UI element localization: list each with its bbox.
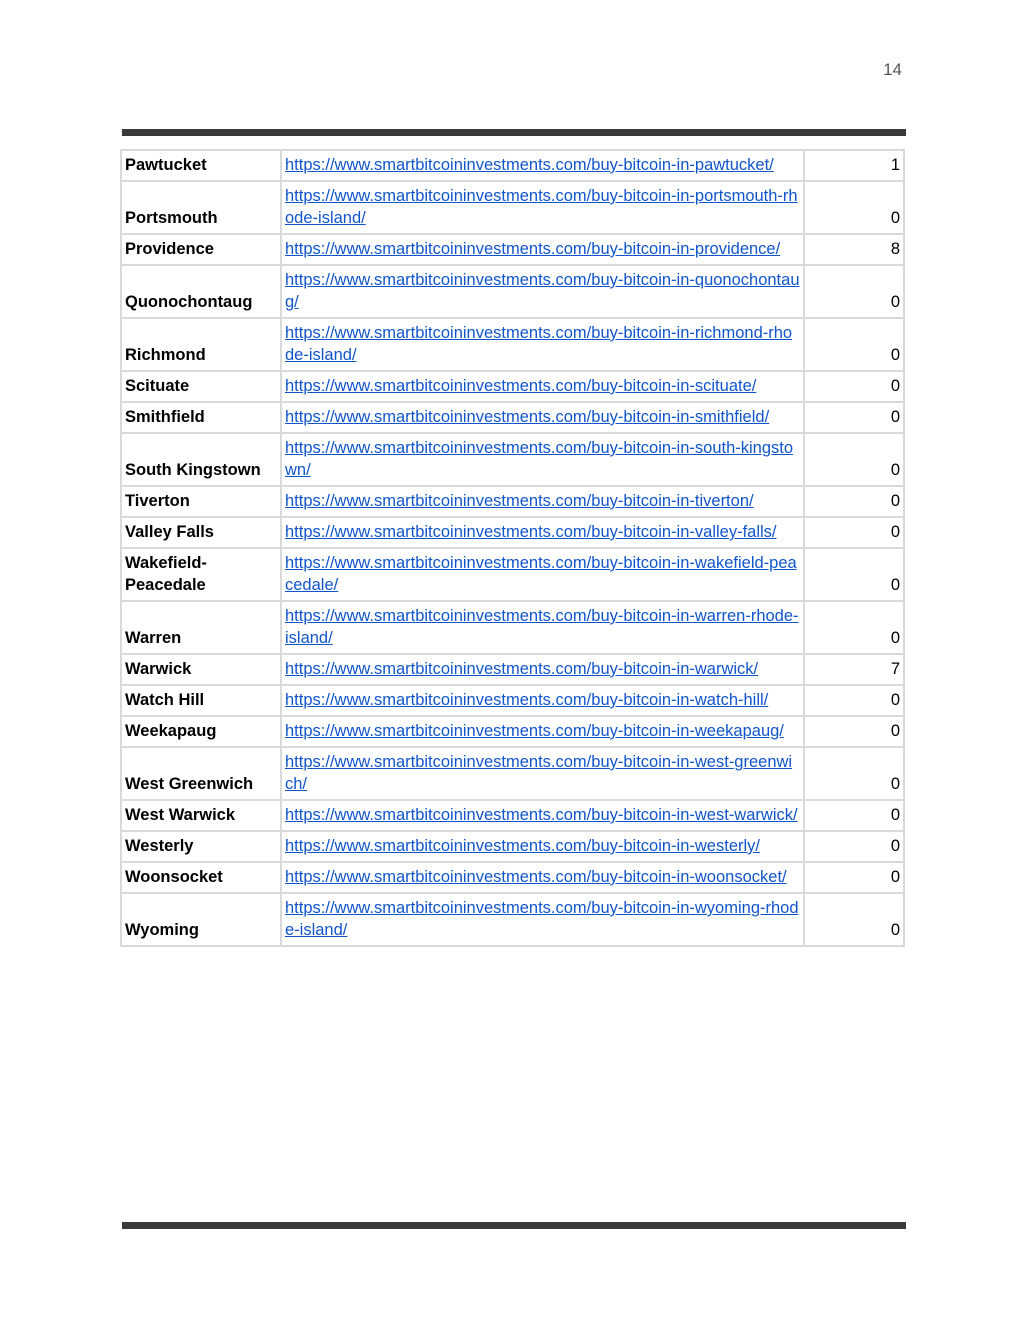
url-cell xyxy=(281,402,804,433)
table-row xyxy=(121,150,904,181)
count-cell: 0 xyxy=(804,831,904,862)
city-name-cell: Quonochontaug xyxy=(121,265,281,318)
city-link[interactable]: https://www.smartbitcoininvestments.com/buy-bitcoin-in-woonsocket/ xyxy=(285,868,787,886)
table-row xyxy=(121,685,904,716)
city-link[interactable]: https://www.smartbitcoininvestments.com/buy-bitcoin-in-watch-hill/ xyxy=(285,691,769,709)
count-cell: 0 xyxy=(804,402,904,433)
url-cell xyxy=(281,150,804,181)
city-name-cell: Weekapaug xyxy=(121,716,281,747)
city-name-cell: Providence xyxy=(121,234,281,265)
city-link[interactable]: https://www.smartbitcoininvestments.com/buy-bitcoin-in-west-greenwich/ xyxy=(285,753,793,793)
table-row xyxy=(121,234,904,265)
city-name-cell: Pawtucket xyxy=(121,150,281,181)
count-cell: 0 xyxy=(804,548,904,601)
url-cell xyxy=(281,747,804,800)
city-link[interactable]: https://www.smartbitcoininvestments.com/buy-bitcoin-in-providence/ xyxy=(285,240,781,258)
url-cell xyxy=(281,371,804,402)
city-name-cell: Watch Hill xyxy=(121,685,281,716)
footer-rule xyxy=(122,1222,906,1229)
url-cell xyxy=(281,318,804,371)
url-cell xyxy=(281,800,804,831)
city-name-cell: Westerly xyxy=(121,831,281,862)
count-cell: 0 xyxy=(804,181,904,234)
city-link[interactable]: https://www.smartbitcoininvestments.com/buy-bitcoin-in-tiverton/ xyxy=(285,492,754,510)
city-link[interactable]: https://www.smartbitcoininvestments.com/buy-bitcoin-in-warren-rhode-island/ xyxy=(285,607,799,647)
url-cell xyxy=(281,265,804,318)
table-row xyxy=(121,181,904,234)
count-cell: 0 xyxy=(804,486,904,517)
city-link[interactable]: https://www.smartbitcoininvestments.com/buy-bitcoin-in-quonochontaug/ xyxy=(285,271,800,311)
count-cell: 0 xyxy=(804,517,904,548)
url-cell xyxy=(281,601,804,654)
url-cell xyxy=(281,517,804,548)
count-cell: 0 xyxy=(804,685,904,716)
table-row xyxy=(121,654,904,685)
table-row xyxy=(121,747,904,800)
city-link[interactable]: https://www.smartbitcoininvestments.com/buy-bitcoin-in-west-warwick/ xyxy=(285,806,798,824)
city-link[interactable]: https://www.smartbitcoininvestments.com/buy-bitcoin-in-smithfield/ xyxy=(285,408,770,426)
url-cell xyxy=(281,548,804,601)
url-cell xyxy=(281,862,804,893)
table-row xyxy=(121,517,904,548)
city-link[interactable]: https://www.smartbitcoininvestments.com/buy-bitcoin-in-pawtucket/ xyxy=(285,156,774,174)
city-name-cell: Wakefield-Peacedale xyxy=(121,548,281,601)
city-name-cell: Woonsocket xyxy=(121,862,281,893)
count-cell: 0 xyxy=(804,265,904,318)
url-cell xyxy=(281,685,804,716)
table-row xyxy=(121,831,904,862)
city-name-cell: Scituate xyxy=(121,371,281,402)
table-row xyxy=(121,371,904,402)
count-cell: 7 xyxy=(804,654,904,685)
count-cell: 0 xyxy=(804,893,904,946)
city-name-cell: Smithfield xyxy=(121,402,281,433)
table-row xyxy=(121,862,904,893)
city-name-cell: West Warwick xyxy=(121,800,281,831)
city-name-cell: Tiverton xyxy=(121,486,281,517)
count-cell: 0 xyxy=(804,318,904,371)
city-name-cell: West Greenwich xyxy=(121,747,281,800)
count-cell: 0 xyxy=(804,716,904,747)
city-name-cell: South Kingstown xyxy=(121,433,281,486)
table-body xyxy=(121,150,904,946)
city-link[interactable]: https://www.smartbitcoininvestments.com/buy-bitcoin-in-scituate/ xyxy=(285,377,757,395)
city-name-cell: Wyoming xyxy=(121,893,281,946)
city-name-cell: Richmond xyxy=(121,318,281,371)
url-cell xyxy=(281,181,804,234)
table-row xyxy=(121,433,904,486)
city-name-cell: Warren xyxy=(121,601,281,654)
count-cell: 0 xyxy=(804,601,904,654)
table-row xyxy=(121,402,904,433)
table-row xyxy=(121,265,904,318)
city-name-cell: Portsmouth xyxy=(121,181,281,234)
url-cell xyxy=(281,486,804,517)
table-row xyxy=(121,548,904,601)
count-cell: 1 xyxy=(804,150,904,181)
table-row xyxy=(121,716,904,747)
city-link[interactable]: https://www.smartbitcoininvestments.com/buy-bitcoin-in-wyoming-rhode-island/ xyxy=(285,899,799,939)
city-link[interactable]: https://www.smartbitcoininvestments.com/buy-bitcoin-in-warwick/ xyxy=(285,660,759,678)
table-row xyxy=(121,601,904,654)
count-cell: 0 xyxy=(804,862,904,893)
count-cell: 0 xyxy=(804,371,904,402)
count-cell: 0 xyxy=(804,747,904,800)
header-rule xyxy=(122,129,906,136)
url-cell xyxy=(281,654,804,685)
city-link[interactable]: https://www.smartbitcoininvestments.com/buy-bitcoin-in-valley-falls/ xyxy=(285,523,777,541)
city-link[interactable]: https://www.smartbitcoininvestments.com/buy-bitcoin-in-wakefield-peacedale/ xyxy=(285,554,797,594)
count-cell: 8 xyxy=(804,234,904,265)
city-link[interactable]: https://www.smartbitcoininvestments.com/buy-bitcoin-in-portsmouth-rhode-island/ xyxy=(285,187,798,227)
city-link[interactable]: https://www.smartbitcoininvestments.com/buy-bitcoin-in-westerly/ xyxy=(285,837,760,855)
url-cell xyxy=(281,831,804,862)
table-row xyxy=(121,893,904,946)
count-cell: 0 xyxy=(804,800,904,831)
city-links-table xyxy=(120,149,905,947)
count-cell: 0 xyxy=(804,433,904,486)
url-cell xyxy=(281,893,804,946)
url-cell xyxy=(281,716,804,747)
table-row xyxy=(121,318,904,371)
city-link[interactable]: https://www.smartbitcoininvestments.com/buy-bitcoin-in-weekapaug/ xyxy=(285,722,784,740)
table-row xyxy=(121,486,904,517)
page-number: 14 xyxy=(883,60,902,79)
table-row xyxy=(121,800,904,831)
city-link[interactable]: https://www.smartbitcoininvestments.com/buy-bitcoin-in-richmond-rhode-island/ xyxy=(285,324,793,364)
city-name-cell: Warwick xyxy=(121,654,281,685)
url-cell xyxy=(281,433,804,486)
city-link[interactable]: https://www.smartbitcoininvestments.com/buy-bitcoin-in-south-kingstown/ xyxy=(285,439,794,479)
url-cell xyxy=(281,234,804,265)
city-name-cell: Valley Falls xyxy=(121,517,281,548)
